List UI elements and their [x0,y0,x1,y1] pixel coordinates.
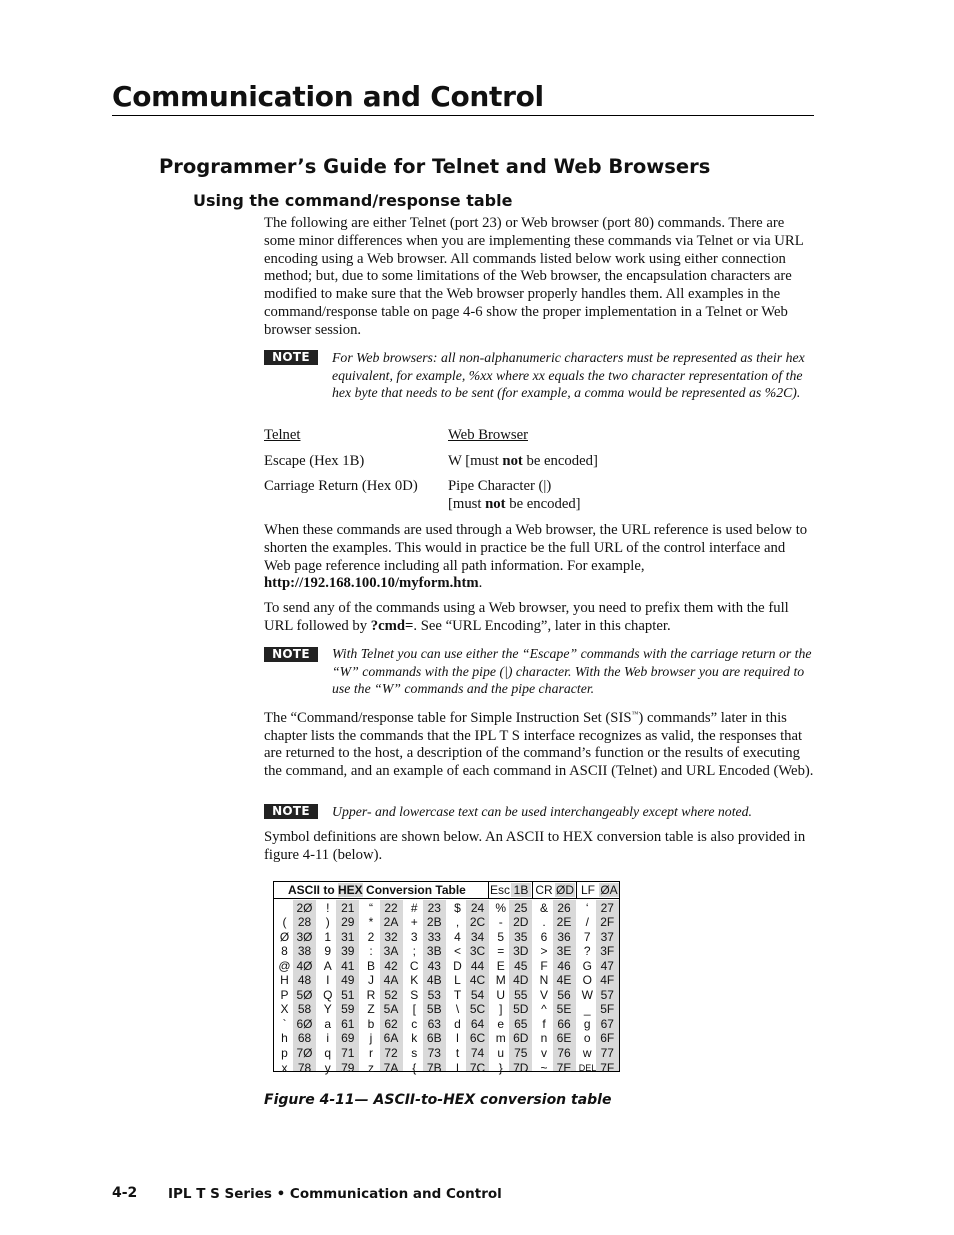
ascii-char: K [410,973,419,988]
hex-value: 3D [513,944,529,959]
hex-value: 68 [297,1031,312,1046]
ascii-char: E [496,958,505,973]
footer-text: IPL T S Series • Communication and Control [168,1186,502,1202]
hex-value: 3E [556,944,572,959]
ascii-char: } [498,1060,503,1075]
hex-value: 72 [384,1046,398,1060]
hex-value: 45 [514,958,528,973]
ascii-char: R [366,987,376,1002]
hex-value: 55 [514,987,528,1002]
hex-value: 29 [341,915,355,930]
note-badge: NOTE [264,804,318,819]
ascii-char: 8 [281,944,288,959]
ascii-char: { [412,1060,417,1075]
ascii-char: 6 [540,929,548,944]
ascii-char: 3 [410,929,418,944]
hex-value: 43 [427,958,441,973]
ascii-char: Ø [279,929,290,944]
hex-value: 5D [513,1002,529,1017]
ascii-char: l [456,1031,459,1046]
hex-value: 4C [469,973,486,988]
hex-value: 22 [384,900,398,915]
hex-value: 38 [297,944,312,959]
hex-value: 67 [600,1016,614,1031]
section-title: Programmer’s Guide for Telnet and Web Browsers [159,155,711,178]
header-hex: ØA [600,883,618,897]
ascii-char: 9 [324,944,332,959]
header-rule [274,898,619,899]
paragraph-url-reference: When these commands are used through a Web browser, the URL reference is used below to shorten the examples. This would in practice be the full URL of the control interface and Web page reference including all path information. For example, http://192.168.100.10/myform.htm. [264,522,808,592]
ascii-char: m [495,1031,506,1046]
telnet-escape: Escape (Hex 1B) [264,453,365,469]
ascii-char: M [495,973,506,988]
hex-value: 36 [557,929,571,944]
ascii-char: P [280,987,289,1002]
hex-value: 7A [383,1060,399,1075]
hex-value: 21 [341,900,355,915]
ascii-char: / [585,915,589,930]
hex-value: 66 [557,1016,571,1031]
ascii-char: y [324,1060,331,1075]
hex-value: 4B [426,973,442,988]
hex-value: 75 [514,1046,528,1060]
ascii-char: k [411,1031,418,1046]
hex-value: 61 [341,1016,355,1031]
ascii-char: r [369,1046,373,1060]
ascii-char: t [455,1046,460,1060]
hex-value: 3A [383,944,399,959]
hex-value: 7B [426,1060,442,1075]
hex-value: 51 [341,987,355,1002]
ascii-char: z [368,1060,374,1075]
hex-value: 6F [600,1031,615,1046]
hex-value: 4E [556,973,572,988]
ascii-char: Q [323,987,333,1002]
hex-value: 2E [556,915,572,930]
hex-value: 35 [514,929,528,944]
ascii-char: “ [369,900,373,915]
hex-value: 7Ø [296,1046,313,1060]
ascii-char: O [582,973,592,988]
ascii-char: h [281,1031,288,1046]
ascii-char: b [367,1016,375,1031]
hex-value: 5C [469,1002,486,1017]
title-rule [112,115,814,116]
ascii-char: i [326,1031,330,1046]
ascii-char: V [539,987,548,1002]
ascii-char: q [324,1046,332,1060]
figure-caption: Figure 4-11— ASCII-to-HEX conversion table [264,1092,612,1108]
ascii-char: \ [455,1002,460,1017]
hex-value: 2Ø [296,900,313,915]
hex-value: 2B [426,915,442,930]
web-browser-header: Web Browser [448,427,528,443]
telnet-header: Telnet [264,427,301,443]
hex-value: 54 [470,987,485,1002]
ascii-char: 2 [367,929,375,944]
hex-value: 33 [427,929,441,944]
hex-value: 64 [470,1016,485,1031]
hex-value: 2C [469,915,486,930]
web-pipe: Pipe Character (|) [448,478,552,494]
hex-value: 76 [557,1046,571,1060]
hex-value: 4A [383,973,399,988]
hex-value: 2A [383,915,399,930]
intro-paragraph: The following are either Telnet (port 23) or Web browser (port 80) commands. There are some minor differences when you are implementing these commands via Telnet or via URL encoding using a Web browser. All commands listed below work using either connection method; but, due to some limitations of the Web browser, the encapsulation characters are modified to make sure that the Web browser properly handles them. All examples in the command/response table on page 4-6 show the proper implementation in a Telnet or Web browser session. [264,215,804,338]
hex-value: 59 [341,1002,355,1017]
ascii-char: X [280,1002,289,1017]
hex-value: 23 [427,900,441,915]
hex-value: 31 [341,929,355,944]
ascii-char: L [454,973,461,988]
ascii-char: ! [326,900,330,915]
hex-value: 69 [341,1031,355,1046]
ascii-char: = [497,944,505,959]
ascii-char: C [409,958,419,973]
ascii-char: $ [454,900,461,915]
hex-value: 42 [384,958,398,973]
web-pipe-note: [must not be encoded] [448,496,581,512]
ascii-char: d [454,1016,461,1031]
hex-value: 71 [341,1046,355,1060]
hex-value: 6C [469,1031,486,1046]
ascii-char: # [410,900,418,915]
ascii-hex-table [273,881,620,1075]
hex-value: 5B [426,1002,442,1017]
hex-value: 25 [514,900,528,915]
ascii-char: : [369,944,373,959]
hex-value: 26 [557,900,571,915]
ascii-char: < [453,944,461,959]
ascii-char: ( [282,915,287,930]
note-badge: NOTE [264,647,318,662]
hex-value: 2F [600,915,615,930]
hex-value: 56 [557,987,571,1002]
hex-value: 27 [600,900,614,915]
ascii-char: ‘ [585,900,589,915]
hex-value: 24 [470,900,485,915]
ascii-char: D [453,958,462,973]
ascii-char: S [410,987,419,1002]
hex-value: 5A [383,1002,399,1017]
ascii-char: + [410,915,418,930]
hex-value: 63 [427,1016,441,1031]
footer-page-number: 4-2 [112,1185,138,1201]
hex-value: 2D [513,915,529,930]
ascii-char: v [541,1046,547,1060]
hex-value: 58 [297,1002,312,1017]
hex-value: 6D [513,1031,529,1046]
hex-value: 6Ø [296,1016,313,1031]
header-hex: ØD [556,883,574,897]
ascii-char: I [326,973,330,988]
hex-value: 5F [600,1002,615,1017]
ascii-char: _ [583,1002,591,1017]
ascii-char: ) [325,915,330,930]
hex-value: 53 [427,987,441,1002]
hex-value: 47 [600,958,614,973]
ascii-char: p [281,1046,288,1060]
hex-value: 79 [341,1060,355,1075]
ascii-char: A [323,958,332,973]
ascii-char: n [540,1031,548,1046]
hex-value: 57 [600,987,614,1002]
hex-value: 4D [513,973,529,988]
hex-value: 3C [469,944,486,959]
hex-value: 77 [600,1046,614,1060]
hex-value: 6B [426,1031,442,1046]
hex-value: 48 [297,973,312,988]
ascii-char: W [581,987,593,1002]
ascii-char: e [497,1016,505,1031]
ascii-char: ; [412,944,416,959]
hex-value: 6A [383,1031,399,1046]
hex-value: 32 [384,929,398,944]
hex-value: 62 [384,1016,398,1031]
ascii-char: G [582,958,592,973]
note-2-text: With Telnet you can use either the “Escape” commands with the carriage return or the “W” commands with the pipe (|) character. With the Web browser you are required to use the “W” commands and the pipe character. [332,646,812,697]
hex-value: 65 [514,1016,528,1031]
hex-value: 37 [600,929,614,944]
note-badge: NOTE [264,350,318,365]
ascii-char: ? [583,944,591,959]
telnet-cr: Carriage Return (Hex 0D) [264,478,418,494]
ascii-char: s [411,1046,418,1060]
ascii-char: . [542,915,546,930]
header-char: CR [535,883,553,897]
hex-value: 41 [341,958,355,973]
ascii-char: c [411,1016,418,1031]
header-char: Esc [490,883,511,897]
ascii-char: - [498,915,503,930]
header-hex: 1B [511,883,531,897]
table-title: ASCII to HEX Conversion Table [288,883,466,897]
page-title: Communication and Control [112,80,544,113]
ascii-char: T [453,987,462,1002]
web-escape: W [must not be encoded] [448,453,598,469]
hex-value: 3Ø [296,929,313,944]
ascii-char: x [281,1060,288,1075]
ascii-char: u [497,1046,505,1060]
ascii-char: 5 [497,929,505,944]
ascii-char: Y [323,1002,332,1017]
ascii-char: @ [278,958,291,973]
ascii-char: [ [412,1002,416,1017]
paragraph-symbol-definitions: Symbol definitions are shown below. An ASCII to HEX conversion table is also provided in figure 4-11 (below). [264,829,806,863]
hex-value: 6E [556,1031,572,1046]
ascii-char: 7 [583,929,591,944]
ascii-char: l [456,1060,459,1075]
hex-value: 74 [470,1046,485,1060]
ascii-char: > [540,944,548,959]
ascii-char: j [369,1031,373,1046]
ascii-char: 1 [324,929,332,944]
ascii-char: o [583,1031,591,1046]
hex-value: 3F [600,944,615,959]
ascii-char: Z [367,1002,375,1017]
hex-value: 34 [470,929,485,944]
ascii-char: U [496,987,506,1002]
hex-value: 4Ø [296,958,313,973]
ascii-char: F [540,958,548,973]
note-3-text: Upper- and lowercase text can be used interchangeably except where noted. [332,804,753,819]
ascii-char: * [368,915,374,930]
ascii-char: ~ [540,1060,548,1075]
ascii-char: % [495,900,507,915]
hex-value: 7F [600,1060,615,1075]
ascii-char: J [368,973,374,988]
ascii-char: N [539,973,549,988]
hex-value: 3B [426,944,442,959]
hex-value: 7E [556,1060,572,1075]
hex-value: 7D [513,1060,529,1075]
subsection-title: Using the command/response table [193,191,513,210]
hex-value: 78 [297,1060,312,1075]
hex-value: 4F [600,973,615,988]
ascii-char: & [539,900,548,915]
ascii-char: ^ [541,1002,547,1017]
ascii-char: w [582,1046,592,1060]
hex-value: 5E [556,1002,572,1017]
ascii-char: ] [499,1002,503,1017]
hex-value: 44 [470,958,485,973]
hex-value: 7C [469,1060,486,1075]
hex-value: 28 [297,915,312,930]
ascii-char: a [324,1016,332,1031]
note-1-text: For Web browsers: all non-alphanumeric characters must be represented as their hex equivalent, for example, %xx where xx equals the two character representation of the hex byte that needs to be sent (for example, a comma would be represented as %2C). [332,350,805,401]
ascii-char: g [583,1016,591,1031]
hex-value: 52 [384,987,398,1002]
ascii-char: f [542,1016,546,1031]
hex-value: 39 [341,944,355,959]
ascii-char: DEL [578,1062,597,1073]
hex-value: 5Ø [296,987,313,1002]
paragraph-command-table: The “Command/response table for Simple Instruction Set (SIS™) commands” later in this chapter lists the commands that the IPL T S interface recognizes as valid, the responses that are returned to the host, a description of the command’s function or the results of executing the command, and an example of each command in ASCII (Telnet) and URL Encoded (Web). [264,709,814,780]
ascii-char: ` [282,1016,287,1031]
ascii-char: 4 [454,929,461,944]
ascii-char: H [280,973,289,988]
hex-value: 49 [341,973,355,988]
paragraph-prefix-url: To send any of the commands using a Web browser, you need to prefix them with the full URL followed by ?cmd=. See “URL Encoding”, later in this chapter. [264,600,789,634]
hex-value: 46 [557,958,571,973]
ascii-char: B [366,958,375,973]
header-char: LF [580,883,595,897]
ascii-char: , [455,915,460,930]
hex-value: 73 [427,1046,441,1060]
